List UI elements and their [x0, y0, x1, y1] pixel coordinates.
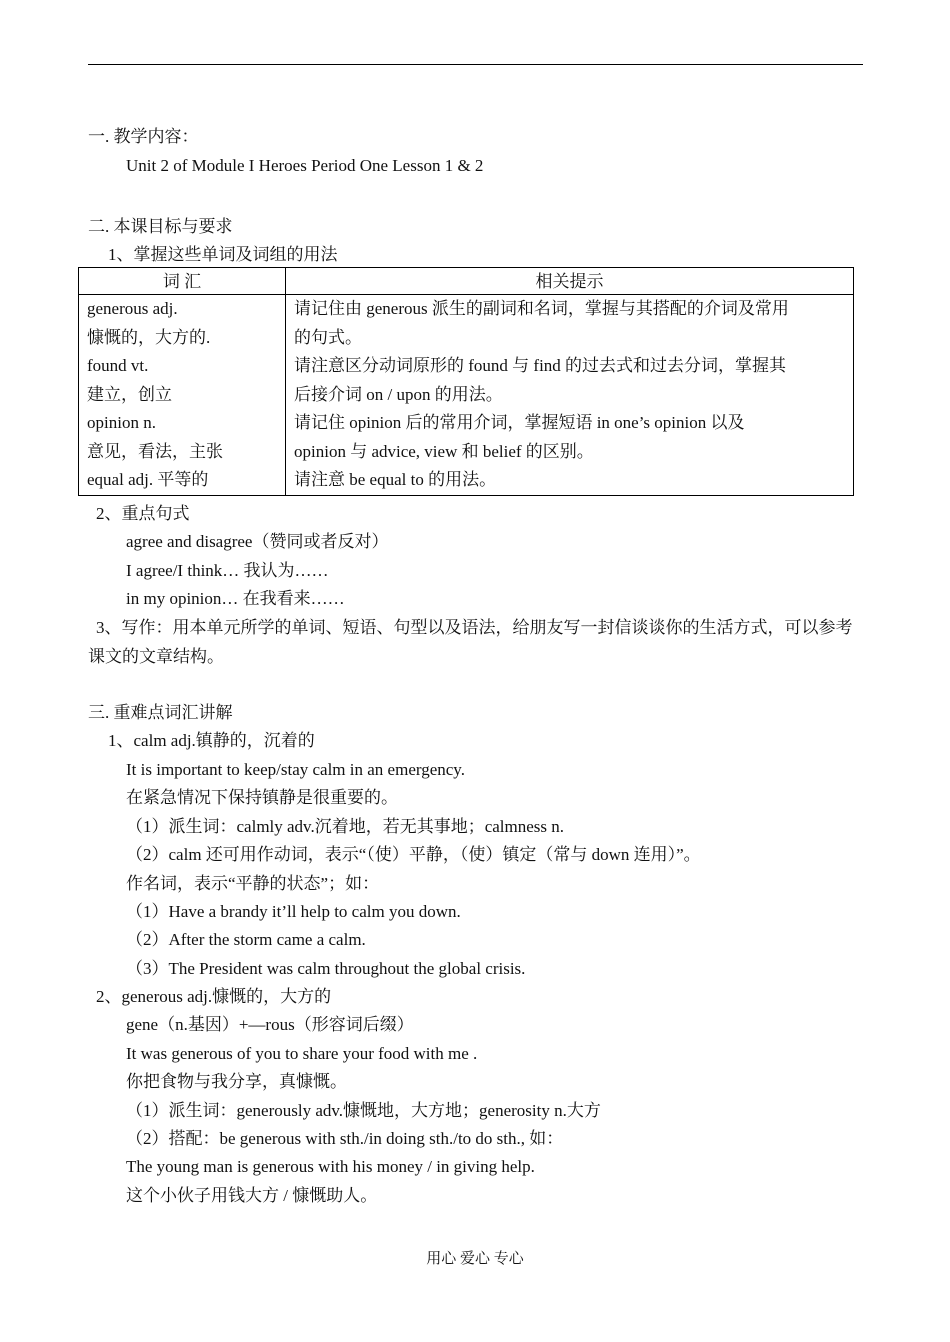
- calm-line: 作名词，表示“平静的状态”；如：: [126, 874, 380, 893]
- pattern-line: agree and disagree（赞同或者反对）: [126, 532, 389, 551]
- vocab-hint-line: 请注意 be equal to 的用法。: [294, 470, 497, 489]
- generous-line: 这个小伙子用钱大方 / 慷慨助人。: [126, 1186, 378, 1205]
- vocab-hint-line: opinion 与 advice, view 和 belief 的区别。: [294, 441, 594, 461]
- generous-line: （2）搭配：be generous with sth./in doing sth./to do sth., 如：: [126, 1129, 564, 1148]
- section3-heading: 三. 重难点词汇讲解: [88, 703, 233, 722]
- vocab-table-body-row: [79, 295, 854, 496]
- generous-line: 你把食物与我分享，真慷慨。: [126, 1072, 347, 1091]
- pattern-line: I agree/I think… 我认为……: [126, 561, 329, 580]
- vocab-hint-line: 请记住由 generous 派生的副词和名词，掌握与其搭配的介词及常用: [294, 299, 789, 318]
- vocab-word-line: 建立，创立: [87, 384, 172, 404]
- vocab-word-line: 意见，看法，主张: [87, 441, 223, 461]
- section2-heading: 二. 本课目标与要求: [88, 217, 233, 236]
- vocab-col1-header: 词 汇: [79, 268, 286, 295]
- generous-line: The young man is generous with his money / in giving help.: [126, 1157, 535, 1176]
- calm-line: （1）Have a brandy it’ll help to calm you down.: [126, 902, 461, 921]
- generous-line: It was generous of you to share your food with me .: [126, 1044, 478, 1063]
- section2-item1: 1、掌握这些单词及词组的用法: [108, 245, 338, 264]
- generous-line: gene（n.基因）+—rous（形容词后缀）: [126, 1015, 414, 1034]
- vocab-word-line: opinion n.: [87, 413, 156, 432]
- page-footer: 用心 爱心 专心: [426, 1251, 524, 1267]
- vocab-table-header-row: [79, 268, 854, 295]
- vocab-word-line: 慷慨的，大方的.: [87, 327, 211, 347]
- calm-line: （1）派生词：calmly adv.沉着地，若无其事地；calmness n.: [126, 817, 565, 836]
- pattern-line: in my opinion… 在我看来……: [126, 589, 345, 608]
- section2-item3: 3、写作：用本单元所学的单词、短语、句型以及语法，给朋友写一封信谈谈你的生活方式，可以参考课文的文章结构。: [88, 618, 853, 666]
- calm-line: 在紧急情况下保持镇静是很重要的。: [126, 788, 398, 807]
- calm-line: It is important to keep/stay calm in an emergency.: [126, 760, 465, 779]
- vocab-col2-header: 相关提示: [286, 268, 854, 295]
- section2-item2: 2、重点句式: [96, 504, 190, 523]
- calm-line: （2）calm 还可用作动词，表示“（使）平静，（使）镇定（常与 down 连用）”。: [126, 845, 701, 864]
- vocab-hint-line: 请注意区分动词原形的 found 与 find 的过去式和过去分词，掌握其: [294, 356, 787, 375]
- vocab-word-line: generous adj.: [87, 299, 178, 318]
- generous-title: 2、generous adj.慷慨的，大方的: [96, 987, 332, 1006]
- vocab-words-cell: [79, 295, 286, 496]
- generous-line: （1）派生词：generously adv.慷慨地，大方地；generosity n.大方: [126, 1101, 601, 1120]
- calm-line: （2）After the storm came a calm.: [126, 930, 366, 949]
- vocab-hints-cell: [286, 295, 854, 496]
- vocab-hint-line: 后接介词 on / upon 的用法。: [294, 384, 503, 404]
- vocab-word-line: found vt.: [87, 356, 149, 375]
- vocab-hint-line: 的句式。: [294, 327, 362, 347]
- header-rule: [88, 64, 863, 65]
- calm-title: 1、calm adj.镇静的，沉着的: [108, 731, 315, 750]
- section1-heading: 一. 教学内容：: [88, 127, 199, 146]
- vocab-table: [78, 267, 854, 496]
- section1-line: Unit 2 of Module I Heroes Period One Lesson 1 & 2: [126, 156, 484, 175]
- vocab-hint-line: 请记住 opinion 后的常用介词，掌握短语 in one’s opinion 以及: [294, 413, 745, 432]
- vocab-word-line: equal adj. 平等的: [87, 470, 209, 489]
- calm-line: （3）The President was calm throughout the global crisis.: [126, 959, 526, 978]
